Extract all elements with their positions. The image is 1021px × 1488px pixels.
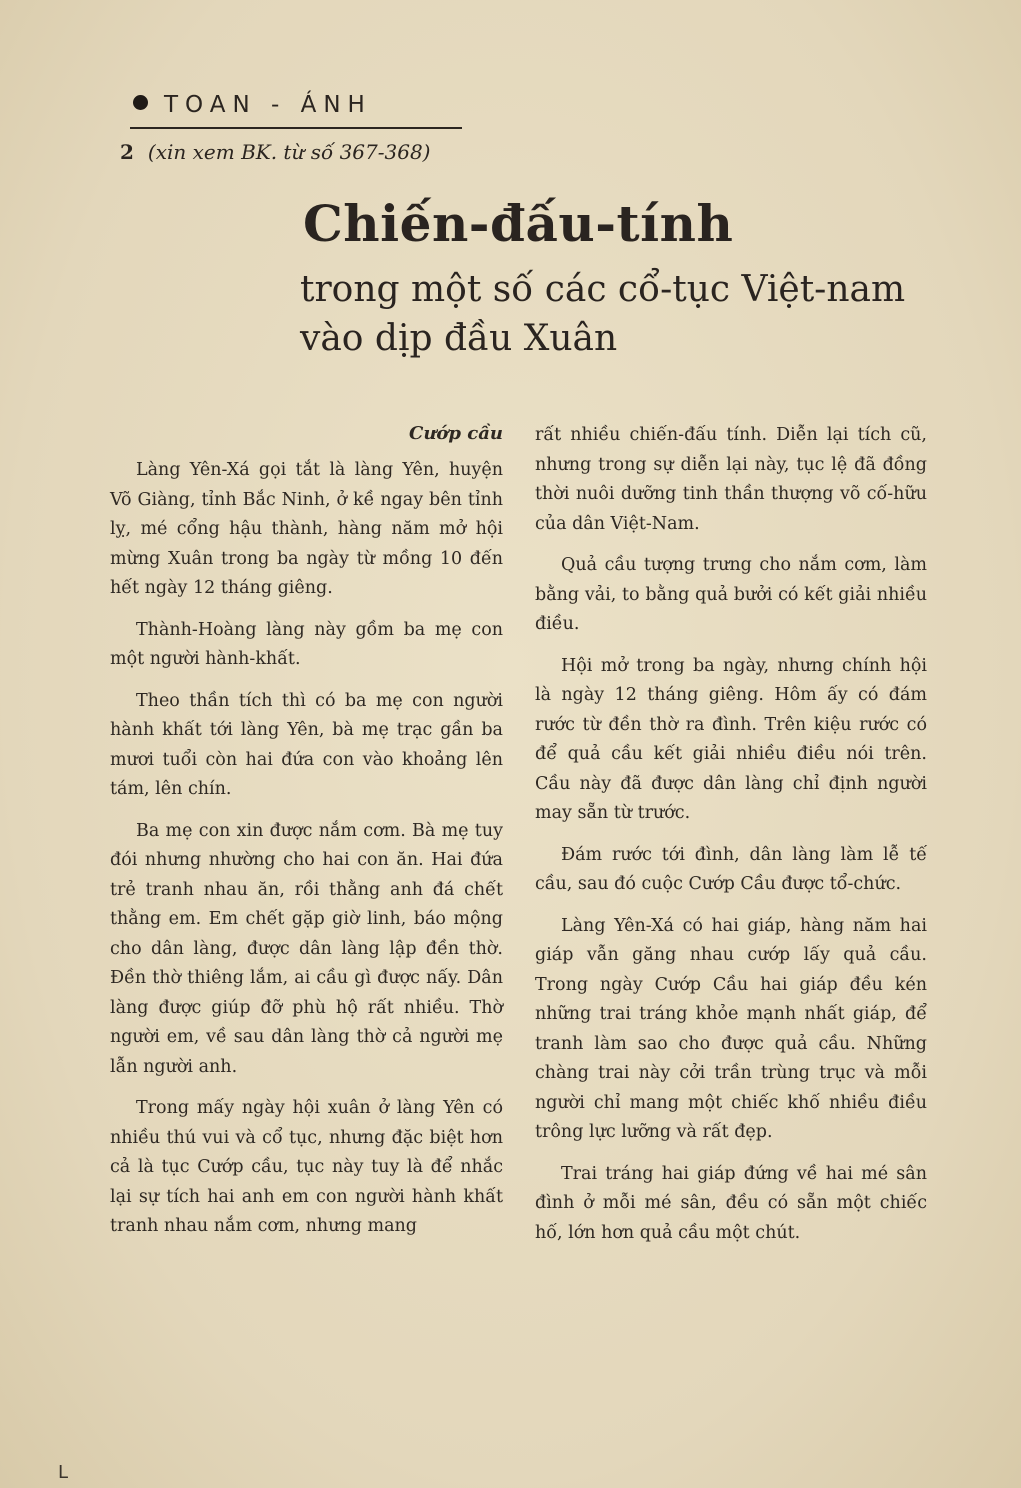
paragraph: Thành-Hoàng làng này gồm ba mẹ con một người hành-khất. <box>110 619 503 669</box>
paragraph: Ba mẹ con xin được nắm cơm. Bà mẹ tuy đói nhưng nhường cho hai con ăn. Hai đứa trẻ tranh nhau ăn, rồi thằng anh đá chết thằng em. Em chết gặp giờ linh, báo mộng cho dân làng, được dân làng lập đền thờ. Đền thờ thiêng lắm, ai cầu gì được nấy. Dân làng được giúp đỡ phù hộ rất nhiều. Thờ người em, về sau dân làng thờ cả người mẹ lẫn người anh. <box>110 820 503 1077</box>
paragraph: Đám rước tới đình, dân làng làm lễ tế cầu, sau đó cuộc Cướp Cầu được tổ-chức. <box>535 844 927 894</box>
paragraph: Làng Yên-Xá có hai giáp, hàng năm hai giáp vẫn găng nhau cướp lấy quả cầu. Trong ngày Cướp Cầu hai giáp đều kén những trai tráng khỏe mạnh nhất giáp, để tranh làm sao cho được quả cầu. Những chàng trai này cởi trần trùng trục và mỗi người chỉ mang một chiếc khố nhiều điều trông lực lưỡng và rất đẹp. <box>535 915 927 1142</box>
paragraph: Trai tráng hai giáp đứng về hai mé sân đình ở mỗi mé sân, đều có sẵn một chiếc hố, lớn hơn quả cầu một chút. <box>535 1163 927 1243</box>
paragraph: rất nhiều chiến-đấu tính. Diễn lại tích cũ, nhưng trong sự diễn lại này, tục lệ đã đồng thời nuôi dưỡng tinh thần thượng võ cố-hữu của dân Việt-Nam. <box>535 425 927 534</box>
margin-mark: L <box>58 1462 69 1483</box>
section-heading: Cướp cầu <box>409 423 503 444</box>
article-subtitle: trong một số các cổ-tục Việt-nam vào dịp đầu Xuân <box>300 269 906 359</box>
series-number: 2 <box>120 140 134 164</box>
right-column <box>535 421 927 1260</box>
author-name: TOAN - ÁNH <box>164 92 372 118</box>
paragraph: Làng Yên-Xá gọi tắt là làng Yên, huyện Võ Giàng, tỉnh Bắc Ninh, ở kề ngay bên tỉnh lỵ, mé cổng hậu thành, hàng năm mở hội mừng Xuân trong ba ngày từ mồng 10 đến hết ngày 12 tháng giêng. <box>110 460 503 598</box>
bullet-icon <box>133 95 148 110</box>
article-title: Chiến-đấu-tính <box>303 194 734 253</box>
paragraph: Trong mấy ngày hội xuân ở làng Yên có nhiều thú vui và cổ tục, nhưng đặc biệt hơn cả là tục Cướp cầu, tục này tuy là để nhắc lại sự tích hai anh em con người hành khất tranh nhau nắm cơm, nhưng mang <box>110 1098 503 1236</box>
author-line <box>133 92 372 118</box>
series-ref-text: (xin xem BK. từ số 367-368) <box>147 140 431 164</box>
paragraph: Quả cầu tượng trưng cho nắm cơm, làm bằng vải, to bằng quả bưởi có kết giải nhiều điều. <box>535 555 927 634</box>
paragraph: Theo thần tích thì có ba mẹ con người hành khất tới làng Yên, bà mẹ trạc gần ba mươi tuổi còn hai đứa con vào khoảng lên tám, lên chín. <box>110 690 503 799</box>
header-rule <box>130 127 462 129</box>
left-column <box>110 420 503 1254</box>
paragraph: Hội mở trong ba ngày, nhưng chính hội là ngày 12 tháng giêng. Hôm ấy có đám rước từ đền thờ ra đình. Trên kiệu rước có để quả cầu kết giải nhiều điều nói trên. Cầu này đã được dân làng chỉ định người may sẵn từ trước. <box>535 655 927 823</box>
series-reference <box>120 140 430 164</box>
